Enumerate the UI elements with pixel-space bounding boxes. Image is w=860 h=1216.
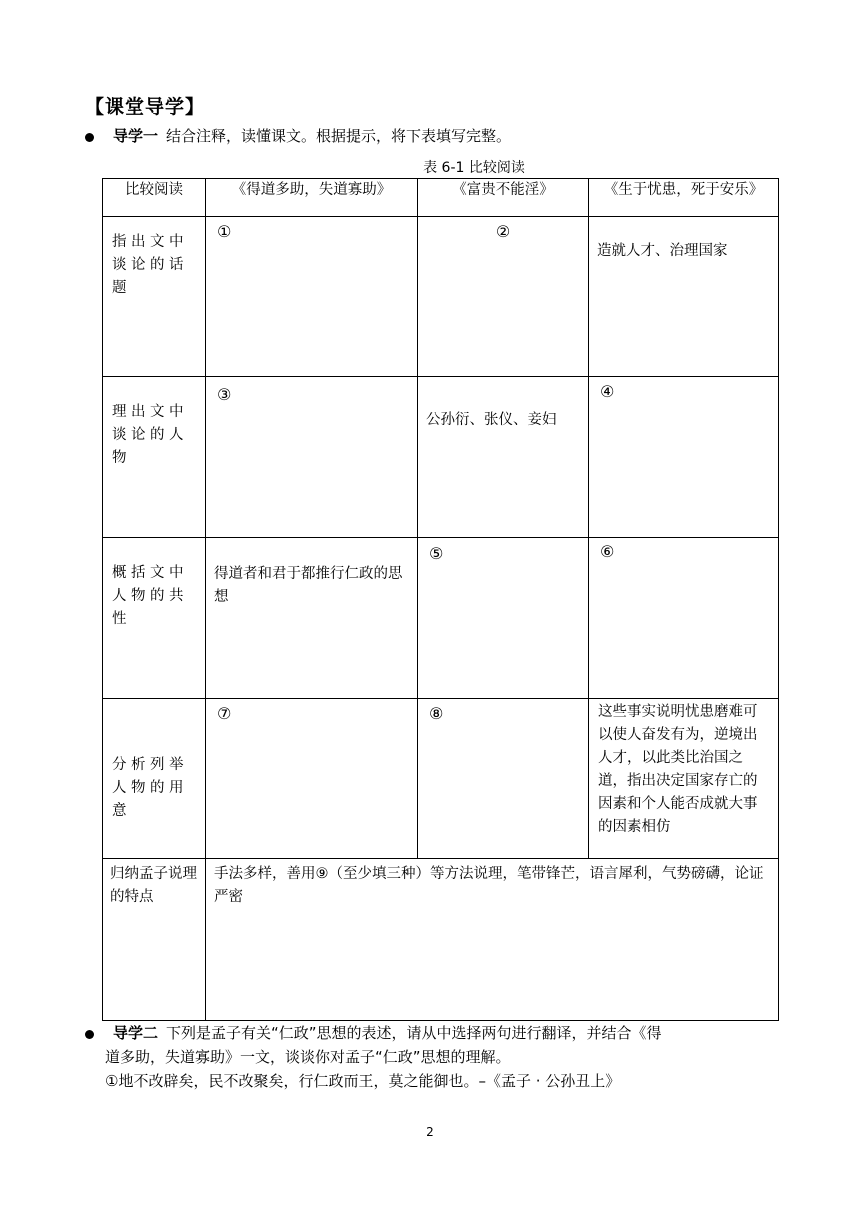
table-cell: 手法多样，善用⑨（至少填三种）等方法说理，笔带锋芒，语言犀利，气势磅礴，论证严密 bbox=[206, 859, 779, 1021]
row-label: 指出文中谈论的话题 bbox=[103, 217, 206, 377]
answer-blank: ② bbox=[418, 217, 589, 377]
answer-blank: ⑧ bbox=[418, 699, 589, 859]
row-label: 归纳孟子说理的特点 bbox=[103, 859, 206, 1021]
answer-blank: ⑤ bbox=[418, 538, 589, 699]
table-row bbox=[103, 217, 779, 377]
row-label: 理出文中谈论的人物 bbox=[103, 377, 206, 538]
table-caption: 表 6-1 比较阅读 bbox=[423, 160, 525, 176]
bullet-icon bbox=[85, 1030, 94, 1039]
table-cell: 这些事实说明忧患磨难可以使人奋发有为，逆境出人才，以此类比治国之道，指出决定国家存亡的因素和个人能否成就大事的因素相仿 bbox=[589, 699, 779, 859]
guide-two-text: 下列是孟子有关“仁政”思想的表述，请从中选择两句进行翻译，并结合《得 bbox=[166, 1024, 662, 1042]
guide-one-text: 结合注释，读懂课文。根据提示，将下表填写完整。 bbox=[166, 127, 512, 145]
answer-blank: ⑥ bbox=[589, 538, 779, 699]
header-cell: 《富贵不能淫》 bbox=[418, 179, 589, 217]
table-header-row bbox=[103, 179, 779, 217]
header-cell: 《生于忧患，死于安乐》 bbox=[589, 179, 779, 217]
table-cell: 得道者和君于都推行仁政的思想 bbox=[206, 538, 418, 699]
guide-two-continuation: 道多助，失道寡助》一文，谈谈你对孟子“仁政”思想的理解。 bbox=[105, 1048, 511, 1066]
row-label: 分析列举人物的用意 bbox=[103, 699, 206, 859]
bullet-icon bbox=[85, 133, 94, 142]
guide-two-quote: ①地不改辟矣，民不改聚矣，行仁政而王，莫之能御也。–《孟子 · 公孙丑上》 bbox=[105, 1072, 621, 1090]
table-cell: 造就人才、治理国家 bbox=[589, 217, 779, 377]
answer-blank: ④ bbox=[589, 377, 779, 538]
row-label: 概括文中人物的共性 bbox=[103, 538, 206, 699]
guide-one-label: 导学一 bbox=[113, 127, 159, 145]
table-row bbox=[103, 538, 779, 699]
table-row bbox=[103, 859, 779, 1021]
section-title: 【课堂导学】 bbox=[85, 96, 206, 118]
header-cell: 《得道多助，失道寡助》 bbox=[206, 179, 418, 217]
table-cell: 公孙衍、张仪、妾妇 bbox=[418, 377, 589, 538]
header-cell: 比较阅读 bbox=[103, 179, 206, 217]
answer-blank: ① bbox=[206, 217, 418, 377]
table-row bbox=[103, 699, 779, 859]
comparison-table bbox=[102, 178, 779, 1021]
answer-blank: ③ bbox=[206, 377, 418, 538]
guide-two-label: 导学二 bbox=[113, 1024, 159, 1042]
page-number: 2 bbox=[426, 1125, 434, 1139]
table-row bbox=[103, 377, 779, 538]
answer-blank: ⑦ bbox=[206, 699, 418, 859]
